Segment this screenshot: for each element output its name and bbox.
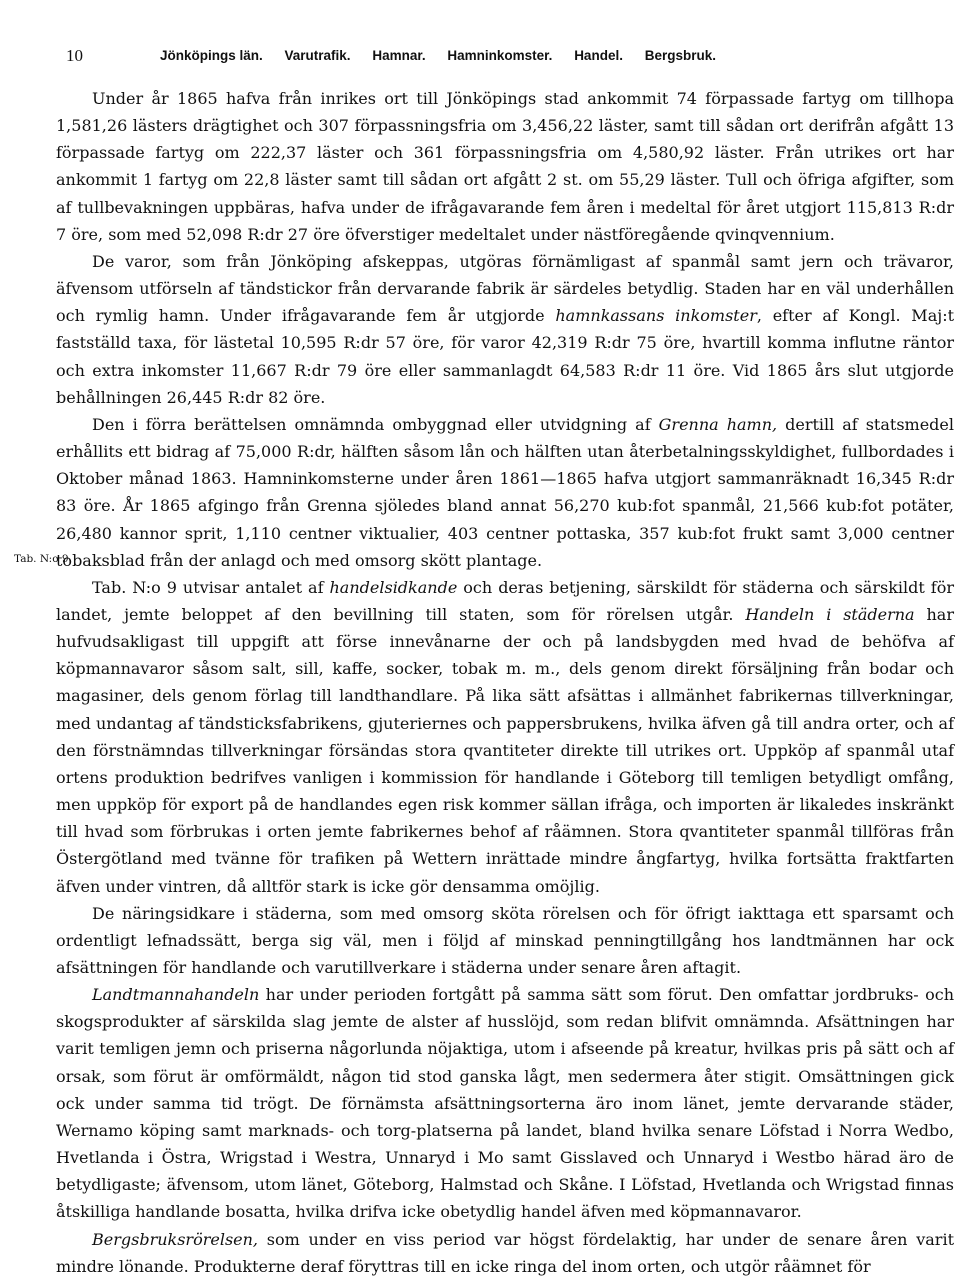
italic-term: Landtmannahandeln bbox=[92, 985, 260, 1005]
running-head bbox=[160, 48, 734, 63]
paragraph-text: som under en viss period var högst fördelaktig, har under de senare åren varit mindre lönande. Produkterne deraf föryttras till en icke ringa del inom orten, och utgör råämnet för bbox=[56, 1229, 954, 1276]
paragraph bbox=[56, 411, 954, 574]
running-head-mining: Bergsbruk. bbox=[644, 48, 716, 63]
paragraph-text: dertill af statsmedel erhållits ett bidrag af 75,000 R:dr, hälften såsom lån och hälften utan återbetalningsskyldighet, fullbordades i Oktober månad 1863. Hamninkomsterne under åren 1861—1865 hafva utgjort sammanräknadt 16,345 R:dr 83 öre. År 1865 afgingo från Grenna sjöledes bland annat 56,270 kub:fot spanmål, 21,566 kub:fot potäter, 26,480 kannor sprit, 1,110 centner viktualier, 403 centner pottaska, 357 kub:fot frukt samt 3,000 centner tobaksblad från der anlagd och med omsorg skött plantage. bbox=[56, 414, 955, 570]
italic-term: Handeln i städerna bbox=[745, 604, 915, 624]
italic-term: hamnkassans inkomster bbox=[555, 306, 757, 326]
running-head-county: Jönköpings län. bbox=[160, 48, 263, 63]
italic-term: Bergsbruksrörelsen, bbox=[92, 1229, 259, 1249]
paragraph-text: , efter af Kongl. Maj:t fastställd taxa, för lästetal 10,595 R:dr 57 öre, för varor 42,319 R:dr 75 öre, hvartill komma influtne räntor och extra inkomster 11,667 R:dr 79 öre eller sammanlagdt 64,583 R:dr 11 öre. Vid 1865 års slut utgjorde behållningen 26,445 R:dr 82 öre. bbox=[56, 306, 955, 407]
paragraph-text: De varor, som från Jönköping afskeppas, utgöras förnämligast af spanmål samt jern och trävaror, äfvensom utförseln af tändstickor från dervarande fabrik är särdeles betydlig. Staden har en väl underhållen och rymlig hamn. Under ifrågavarande fem år utgjorde bbox=[56, 251, 954, 326]
paragraph-text: Under år 1865 hafva från inrikes ort till Jönköpings stad ankommit 74 förpassade fartyg om tillhopa 1,581,26 lästers drägtighet och 307 förpassningsfria om 3,456,22 läster, samt till sådan ort derifrån afgått 13 förpassade fartyg om 222,37 läster och 361 förpassningsfria om 4,580,92 läster. Från utrikes ort har ankommit 1 fartyg om 22,8 läster samt till sådan ort afgått 2 st. om 55,29 läster. Tull och öfriga afgifter, som af tullbevakningen uppbäras, hafva under de ifrågavarande fem åren i medeltal för året utgjort 115,813 R:dr 7 öre, som med 52,098 R:dr 27 öre öfverstiger medeltalet under nästföregående qvinqvennium. bbox=[56, 89, 954, 244]
italic-term: handelsidkande bbox=[329, 577, 458, 597]
running-head-trade: Varutrafik. bbox=[284, 48, 351, 63]
running-head-harbour-income: Hamninkomster. bbox=[447, 48, 553, 63]
running-head-commerce: Handel. bbox=[574, 48, 623, 63]
page-number: 10 bbox=[66, 46, 83, 65]
page-header bbox=[0, 44, 960, 74]
paragraph bbox=[56, 248, 954, 411]
paragraph-text: Tab. N:o 9 utvisar antalet af bbox=[92, 577, 330, 597]
italic-term: Grenna hamn, bbox=[658, 414, 778, 434]
running-head-harbours: Hamnar. bbox=[372, 48, 426, 63]
body-text bbox=[56, 85, 954, 1280]
paragraph bbox=[56, 981, 954, 1225]
margin-note: Tab. N:o 9. bbox=[14, 553, 72, 565]
paragraph bbox=[56, 574, 954, 900]
paragraph bbox=[56, 900, 954, 981]
paragraph-text: har under perioden fortgått på samma sätt som förut. Den omfattar jordbruks- och skogsprodukter af särskilda slag jemte de alster af husslöjd, som redan blifvit omnämnda. Afsättningen har varit temligen jemn och priserna någorlunda nöjaktiga, utom i afseende på kreatur, hvilkas pris på sätt och af orsak, som förut är omförmäldt, någon tid stod ganska lågt, men sedermera åter stigit. Omsättningen gick ock under samma tid trögt. De förnämsta afsättningsorterna äro inom länet, jemte dervarande städer, Wernamo köping samt marknads- och torg-platserna på landet, bland hvilka senare Löfstad i Norra Wedbo, Hvetlanda i Östra, Wrigstad i Westra, Unnaryd i Mo samt Gisslaved och Unnaryd i Westbo härad äro de betydligaste; äfvensom, utom länet, Göteborg, Halmstad och Skåne. I Löfstad, Hvetlanda och Wrigstad finnas åtskilliga handlande bosatta, hvilka drifva icke obetydlig handel äfven med köpmannavaror. bbox=[56, 985, 954, 1222]
paragraph-text: har hufvudsakligast till uppgift att förse innevånarne der och på landsbygden med hvad de behöfva af köpmannavaror såsom salt, sill, kaffe, socker, tobak m. m., dels genom direkt försäljning från bodar och magasiner, dels genom förlag till landthandlare. På lika sätt afsättas i allmänhet fabrikernas tillverkningar, med undantag af tändsticksfabrikens, gjuteriernes och pappersbrukens, hvilka äfven gå till andra orter, och af den förstnämndas tillverkningar försändas stora qvantiteter direkte till utrikes ort. Uppköp af spanmål utaf ortens produktion bedrifves vanligen i kommission för handlande i Göteborg till temligen betydligt omfång, men uppköp för export på de handlandes egen risk kommer sällan ifråga, och importen är likaledes inskränkt till hvad som förbrukas i orten jemte fabrikernes behof af råämnen. Stora qvantiteter spanmål tillföras från Östergötland med tvänne för trafiken på Wettern inrättade mindre ångfartyg, hvilka fortsätta fraktfarten äfven under vintren, då alltför stark is icke gör densamma omöjlig. bbox=[56, 604, 954, 896]
paragraph bbox=[56, 1226, 954, 1280]
paragraph-text: Den i förra berättelsen omnämnda ombyggnad eller utvidgning af bbox=[92, 414, 659, 434]
paragraph-text: De näringsidkare i städerna, som med omsorg sköta rörelsen och för öfrigt iakttaga ett sparsamt och ordentligt lefnadssätt, berga sig väl, men i följd af minskad penningtillgång hos landtmännen har ock afsättningen för handlande och varutillverkare i städerna under senare åren aftagit. bbox=[56, 903, 954, 977]
paragraph bbox=[56, 85, 954, 248]
paragraph-text: och deras betjening, särskildt för städerna och särskildt för landet, jemte beloppet af den bevillning till staten, som för rörelsen utgår. bbox=[56, 577, 955, 624]
